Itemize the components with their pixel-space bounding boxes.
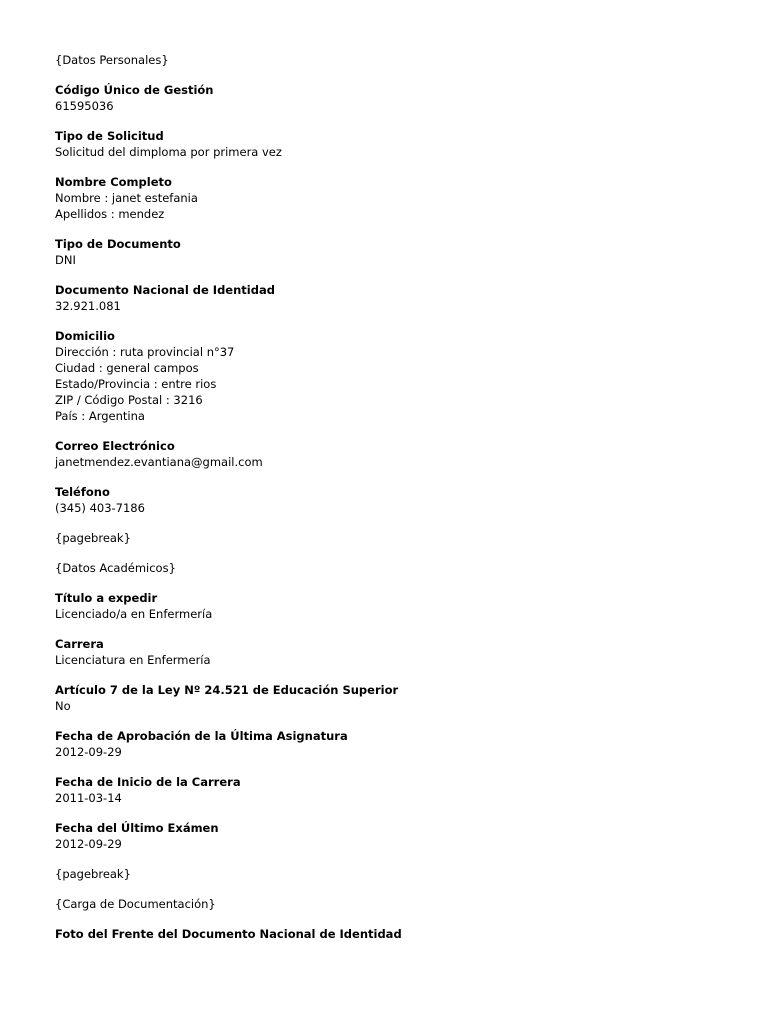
field-label: Foto del Frente del Documento Nacional de Identidad [55,927,402,941]
field-label: Fecha de Aprobación de la Última Asignatura [55,729,348,743]
field-value: 2012-09-29 [55,837,122,851]
field-value: Licenciatura en Enfermería [55,653,211,667]
field-value: Apellidos : mendez [55,207,165,221]
field-fecha-inicio [55,774,770,806]
field-articulo-7 [55,682,770,714]
field-value: janetmendez.evantiana@gmail.com [55,455,263,469]
field-tipo-solicitud [55,128,770,160]
field-value: No [55,699,71,713]
field-label: Carrera [55,637,104,651]
section-marker-carga-documentacion: {Carga de Documentación} [55,897,216,911]
field-label: Correo Electrónico [55,439,175,453]
field-value: 61595036 [55,99,114,113]
field-telefono [55,484,770,516]
pagebreak-marker: {pagebreak} [55,867,131,881]
field-label: Domicilio [55,329,115,343]
field-label: Fecha de Inicio de la Carrera [55,775,241,789]
field-label: Documento Nacional de Identidad [55,283,275,297]
field-label: Tipo de Documento [55,237,181,251]
field-fecha-aprobacion [55,728,770,760]
field-label: Tipo de Solicitud [55,129,164,143]
field-value: Dirección : ruta provincial n°37 [55,345,235,359]
field-fecha-ultimo-examen [55,820,770,852]
field-label: Nombre Completo [55,175,172,189]
field-label: Teléfono [55,485,110,499]
field-value: 2011-03-14 [55,791,122,805]
field-value: Estado/Provincia : entre rios [55,377,217,391]
field-correo [55,438,770,470]
field-value: DNI [55,253,76,267]
field-titulo-expedir [55,590,770,622]
field-value: País : Argentina [55,409,145,423]
section-marker-datos-academicos: {Datos Académicos} [55,561,176,575]
pagebreak-marker: {pagebreak} [55,531,131,545]
field-value: 2012-09-29 [55,745,122,759]
field-label: Código Único de Gestión [55,83,214,97]
field-foto-frente-dni [55,926,770,942]
field-value: (345) 403-7186 [55,501,145,515]
field-value: Solicitud del dimploma por primera vez [55,145,282,159]
section-marker-datos-personales: {Datos Personales} [55,53,169,67]
field-label: Fecha del Último Exámen [55,821,219,835]
field-value: Ciudad : general campos [55,361,199,375]
field-domicilio [55,328,770,424]
field-tipo-documento [55,236,770,268]
field-value: Nombre : janet estefania [55,191,198,205]
field-label: Título a expedir [55,591,158,605]
field-nombre-completo [55,174,770,222]
field-value: Licenciado/a en Enfermería [55,607,213,621]
field-carrera [55,636,770,668]
field-value: ZIP / Código Postal : 3216 [55,393,203,407]
field-dni [55,282,770,314]
field-value: 32.921.081 [55,299,121,313]
field-codigo-unico [55,82,770,114]
field-label: Artículo 7 de la Ley Nº 24.521 de Educación Superior [55,683,399,697]
